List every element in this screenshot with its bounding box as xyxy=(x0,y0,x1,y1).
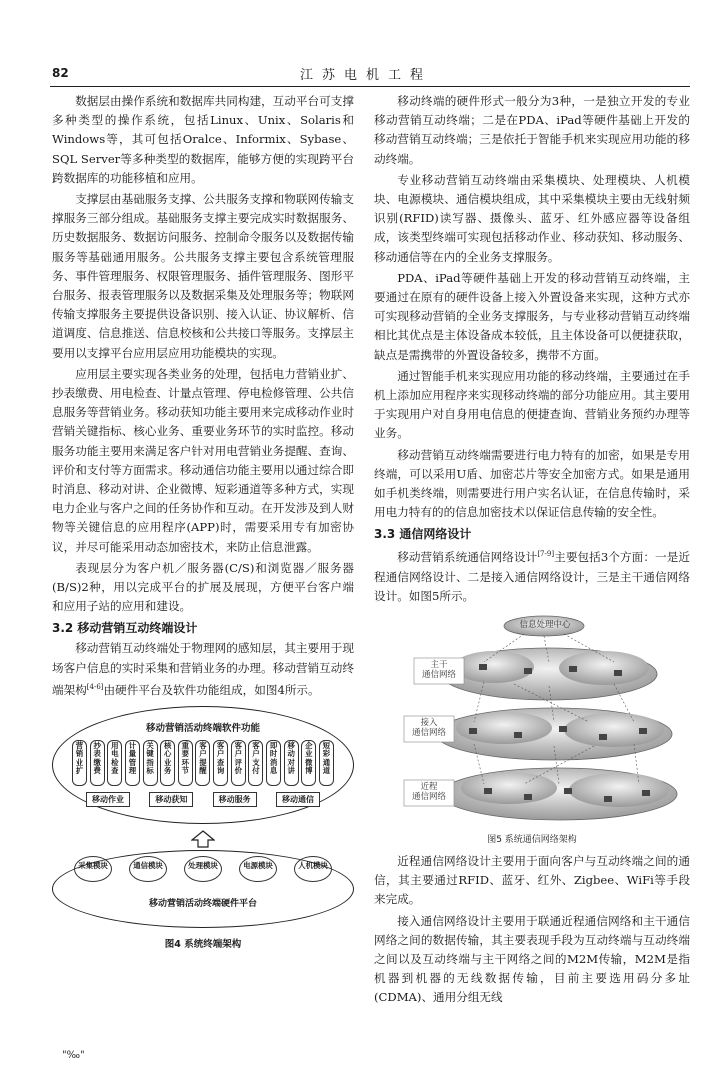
paragraph-support-layer: 支撑层由基础服务支撑、公共服务支撑和物联网传输支撑服务三部分组成。基础服务支撑主要完成实时数据服务、历史数据服务、数据访问服务、控制命令服务以及数据传输服务等基础通用服务。公共服务支撑主要包含系统管理服务、事件管理服务、权限管理服务、插件管理服务、图形平台服务、报表管理服务以及数据采集及处理服务等；物联网传输支撑服务主要提供设备识别、接入认证、协议解析、信道调度、信息推送、信息校核和公共接口等服务。支撑层主要用以支撑平台应用层应用功能模块的实现。 xyxy=(52,192,354,360)
journal-title: 江苏电机工程 xyxy=(300,68,433,83)
function-group: 移动获知 xyxy=(149,792,193,807)
software-module: 核心业务 xyxy=(160,740,175,786)
access-network-label: 接入 通信网络 xyxy=(411,717,446,738)
hardware-module: 处理模块 xyxy=(184,856,222,882)
figure-5 xyxy=(374,612,690,852)
software-module: 用电检查 xyxy=(107,740,122,786)
paragraph-presentation-layer: 表现层分为客户机／服务器(C/S)和浏览器／服务器(B/S)2种，用以完成平台的扩展及展现，方便平台客户端和应用子站的应用和建设。 xyxy=(52,560,354,614)
right-column xyxy=(374,92,690,1010)
function-group: 移动通信 xyxy=(276,792,320,807)
text-segment: 移动营销系统通信网络设计 xyxy=(397,550,538,565)
software-module: 企业微博 xyxy=(301,740,316,786)
near-network-label: 近程 通信网络 xyxy=(411,781,446,802)
software-module: 即时消息 xyxy=(266,740,281,786)
header-rule xyxy=(50,86,690,87)
paragraph-access-network: 接入通信网络设计主要用于联通近程通信网络和主干通信网络之间的数据传输，其主要表现手段为互动终端与互动终端之间以及互动终端与主干网络之间的M2M传输，M2M是指机器到机器的无线数据传输，目前主要选用码分多址(CDMA)、通用分组无线 xyxy=(374,913,690,1005)
hardware-modules xyxy=(74,856,332,882)
software-module: 短彩通道 xyxy=(319,740,334,786)
text-segment: 主要包括3个方面：一是近程通信网络设计、二是接入通信网络设计，三是主干通信网络设计。如图5所示。 xyxy=(374,550,690,603)
trunk-network-cloud xyxy=(441,648,657,700)
software-module: 客户评价 xyxy=(231,740,246,786)
paragraph-hardware-forms: 移动终端的硬件形式一般分为3种，一是独立开发的专业移动营销互动终端；二是在PDA、iPad等硬件基础上开发的移动营销互动终端；三是依托于智能手机来实现应用功能的移动终端。 xyxy=(374,94,690,166)
figure-4 xyxy=(52,706,354,961)
text-segment: 移动营销互动终端处于物理网的感知层，其主要用于现场客户信息的实时采集和营销业务的办理。移动营销互动终端架构 xyxy=(52,641,354,697)
left-column xyxy=(52,92,354,961)
processing-center-label: 信息处理中心 xyxy=(519,619,571,630)
up-arrow-icon xyxy=(191,830,215,848)
software-module: 移动对讲 xyxy=(284,740,299,786)
figure-4-caption: 图4 系统终端架构 xyxy=(164,938,242,950)
software-module: 抄表缴费 xyxy=(90,740,105,786)
software-module: 计量管理 xyxy=(125,740,140,786)
page-number: 82 xyxy=(52,66,69,80)
hardware-module: 人机模块 xyxy=(294,856,332,882)
paragraph-encryption: 移动营销互动终端需要进行电力特有的加密，如果是专用终端，可以采用U盾、加密芯片等安全加密方式。如果是通用如手机类终端，则需要进行用户实名认证，在信息传输时，采用电力特有的的信息加密技术以保证信息传输的安全性。 xyxy=(374,447,690,520)
citation-ref: [4-6] xyxy=(86,682,104,691)
hardware-module: 通信模块 xyxy=(129,856,167,882)
footer-mark: "‰" xyxy=(62,1050,85,1061)
module-list xyxy=(72,740,334,786)
paragraph-professional-terminal: 专业移动营销互动终端由采集模块、处理模块、人机模块、电源模块、通信模块组成，其中采集模块主要由无线射频识别(RFID)读写器、摄像头、蓝牙、红外感应器等设备组成，该类型终端可实现包括移动作业、移动获知、移动服务、移动通信等在内的全业务支撑服务。 xyxy=(374,172,690,264)
section-heading-3-2: 3.2 移动营销互动终端设计 xyxy=(52,621,198,636)
paragraph-pda-terminal: PDA、iPad等硬件基础上开发的移动营销互动终端，主要通过在原有的硬件设备上接入外置设备来实现，这种方式亦可实现移动营销的全业务支撑服务，与专业移动营销互动终端相比其优点是主体设备成本较低，且主体设备可以便捷获取，缺点是需携带的外置设备较多，携带不方面。 xyxy=(374,270,690,362)
section-heading-3-3: 3.3 通信网络设计 xyxy=(374,527,472,542)
figure-5-caption: 图5 系统通信网络架构 xyxy=(487,834,577,845)
paragraph-application-layer: 应用层主要实现各类业务的处理，包括电力营销业扩、抄表缴费、用电检查、计量点管理、停电检修管理、公共信息服务等营销业务。移动获知功能主要用来完成移动作业时营销关键指标、核心业务、重要业务环节的实时监控。移动服务功能主要用来满足客户针对用电营销业务提醒、查询、评价和支付等方面需求。移动通信功能主要用以通过综合即时消息、移动对讲、企业微博、短彩通道等多种方式，实现电力企业与客户之间的任务协作和互动。在开发涉及到人财物等关键信息的应用程序(APP)时，需要采用专有加密协议，并尽可能采用动态加密技术，来防止信息泄露。 xyxy=(52,366,354,554)
function-group: 移动服务 xyxy=(213,792,257,807)
paragraph-terminal-design xyxy=(52,639,354,699)
function-group: 移动作业 xyxy=(86,792,130,807)
hardware-module: 电源模块 xyxy=(239,856,277,882)
citation-ref: [7-9] xyxy=(537,550,555,559)
near-network-cloud xyxy=(441,768,677,820)
hardware-title: 移动营销活动终端硬件平台 xyxy=(148,898,257,909)
software-module: 客户提醒 xyxy=(195,740,210,786)
software-module: 营销业扩 xyxy=(72,740,87,786)
software-module: 客户支付 xyxy=(248,740,263,786)
trunk-network-label: 主干 通信网络 xyxy=(421,659,456,680)
software-module: 客户查询 xyxy=(213,740,228,786)
paragraph-near-network: 近程通信网络设计主要用于面向客户与互动终端之间的通信，其主要通过RFID、蓝牙、红外、Zigbee、WiFi等手段来完成。 xyxy=(374,853,690,907)
paragraph-smartphone-terminal: 通过智能手机来实现应用功能的移动终端，主要通过在手机上添加应用程序来实现移动终端的部分功能应用。其主要用于实现用户对自身用电信息的便捷查询、营销业务预约办理等业务。 xyxy=(374,368,690,441)
software-title: 移动营销活动终端软件功能 xyxy=(145,722,260,734)
text-segment: 由硬件平台及软件功能组成，如图4所示。 xyxy=(103,682,320,697)
software-module: 重要环节 xyxy=(178,740,193,786)
paragraph-network-design xyxy=(374,545,690,605)
hardware-module: 采集模块 xyxy=(74,856,112,882)
paragraph-data-layer: 数据层由操作系统和数据库共同构建，互动平台可支撑多种类型的操作系统，包括Linux、Unix、Solaris和Windows等，其可包括Oralce、Informix、Sybase、SQL Server等多种类型的数据库，能够方便的实现跨平台跨数据库的功能移植和应用。 xyxy=(52,94,354,185)
software-module: 关键指标 xyxy=(143,740,158,786)
function-groups xyxy=(86,792,320,807)
